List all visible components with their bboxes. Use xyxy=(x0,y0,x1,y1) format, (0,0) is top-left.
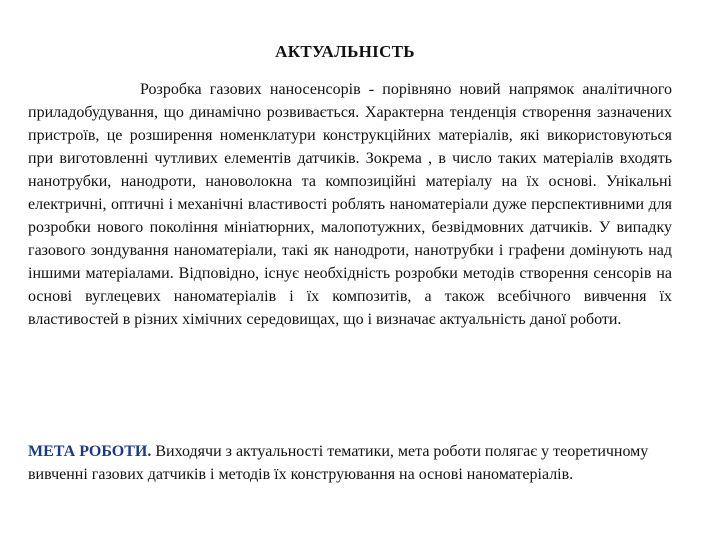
goal-paragraph xyxy=(28,440,680,486)
section-title: АКТУАЛЬНІСТЬ xyxy=(275,42,415,61)
goal-label: МЕТА РОБОТИ. xyxy=(28,443,152,460)
goal-text: Виходячи з актуальності тематики, мета роботи полягає у теоретичному вивченні газових датчиків і методів їх конструювання на основі наноматеріалів. xyxy=(28,443,649,483)
relevance-paragraph: Розробка газових наносенсорів - порівняно новий напрямок аналітичного приладобудування, що динамічно розвивається. Характерна тенденція створення зазначених пристроїв, це розширення номенклатури конструкційних матеріалів, які використовуються при виготовленні чутливих елементів датчиків. Зокрема , в число таких матеріалів входять нанотрубки, нанодроти, нановолокна та композиційні матеріалу на їх основі. Унікальні електричні, оптичні і механічні властивості роблять наноматеріали дуже перспективними для розробки нового покоління мініатюрних, малопотужних, безвідмовних датчиків. У випадку газового зондування наноматеріали, такі як нанодроти, нанотрубки і графени домінують над іншими матеріалами. Відповідно, існує необхідність розробки методів створення сенсорів на основі вуглецевих наноматеріалів і їх композитів, а також всебічного вивчення їх властивостей в різних хімічних середовищах, що і визначає актуальність даної роботи. xyxy=(28,81,672,328)
